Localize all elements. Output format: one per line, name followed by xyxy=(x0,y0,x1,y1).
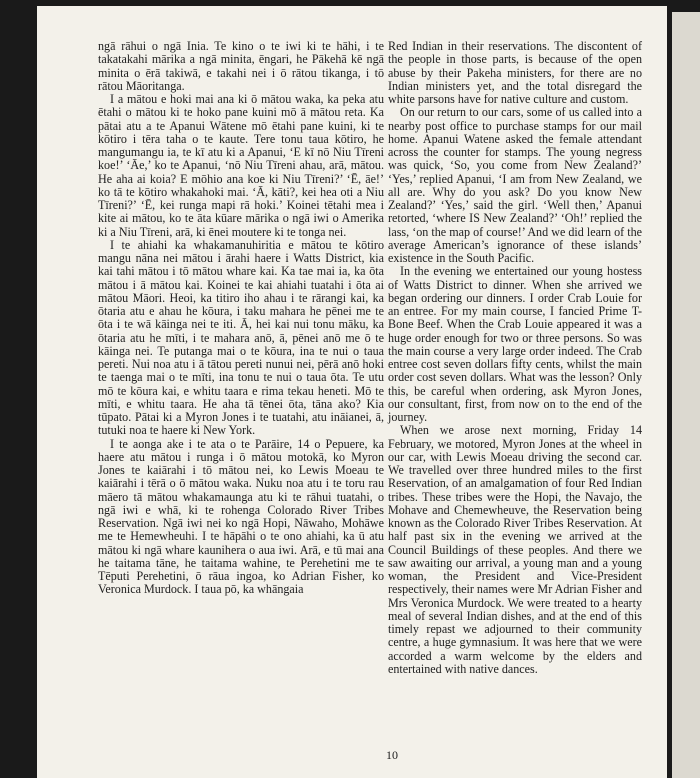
paragraph: ngā rāhui o ngā Inia. Te kino o te iwi ki te hāhi, i te takatakahi mārika a ngā minita, ēngari, he Pākehā kē ngā minita o ērā takiwā, e takahi nei i ō rātou tikanga, i tō rātou Māoritanga. xyxy=(98,39,384,93)
page-number: 10 xyxy=(386,748,398,762)
paragraph: On our return to our cars, some of us called into a nearby post office to purchase stamps for our mail home. Apanui Watene asked the female attendant across the counter for stamps. The young negress was quick, ‘So, you come from New Zealand?’ ‘Yes,’ replied Apanui, ‘I am from New Zealand, we all are. Why do you ask? Do you know New Zealand?’ ‘Yes,’ said the girl. ‘Well then,’ Apanui retorted, ‘where IS New Zealand?’ ‘Oh!’ replied the lass, ‘on the map of course!’ And we did learn of the average American’s ignorance of these islands’ existence in the South Pacific. xyxy=(388,105,642,265)
english-text-column xyxy=(388,40,642,676)
paragraph: I te ahiahi ka whakamanuhiritia e mātou te kōtiro mangu nāna nei mātou i ārahi haere i Watts District, kia kai tahi mātou i tō mātou whare kai. Ka tae mai ia, ka ōta mātou i ā mātou kai. Koinei te kai ahiahi tuatahi i ōta ai mātou Māori. Heoi, ka titiro iho ahau i te rārangi kai, ka ōtaria atu e ahau he kōura, i taku mahara he pēnei me te ōta i te wā kāinga nei te iti. Ā, hei kai nui tonu māku, ka ōtaria atu he mīti, i te mahara anō, ā, pēnei anō me ō te kāinga nei. Te putanga mai o te kōura, ina te nui o taua pereti. Nui noa atu i ā tātou pereti nunui nei, pērā anō hoki te taenga mai o te mīti, ina tonu te nui o taua ōta. Te utu mō te kōura kai, e whitu taara e rima tekau heneti. Mō te mīti, e whitu taara. He aha tā tēnei ōta, tāna ako? Kia tūpato. Pātai ki a Myron Jones i te tuatahi, atu ināianei, ā, tutuki noa te haere ki New York. xyxy=(98,237,384,438)
paragraph: When we arose next morning, Friday 14 February, we motored, Myron Jones at the wheel in our car, with Lewis Moeau driving the second car. We travelled over three hundred miles to the first Reservation, of an amalgamation of four Red Indian tribes. These tribes were the Hopi, the Navajo, the Mohave and Chemewheuve, the Reservation being known as the Colorado River Tribes Reservation. At half past six in the evening we arrived at the Council Buildings of these peoples. And there we saw awaiting our arrival, a young man and a young woman, the President and Vice-President respectively, their names were Mr Adrian Fisher and Mrs Veronica Murdock. We were treated to a hearty meal of several Indian dishes, and at the end of this timely repast we adjourned to their community centre, a huge gymnasium. It was here that we were accorded a warm welcome by the elders and entertained with native dances. xyxy=(388,423,642,676)
paragraph: In the evening we entertained our young hostess of Watts District to dinner. When she arrived we began ordering our dinners. I order Crab Louie for an entree. For my main course, I fancied Prime T-Bone Beef. When the Crab Louie appeared it was a huge order enough for two or three persons. So was the main course a very large order indeed. The Crab entree cost seven dollars fifty cents, whilst the main order cost seven dollars. What was the lesson? Only this, be careful when ordering, ask Myron Jones, our consultant, first, from now on to the end of the journey. xyxy=(388,264,642,424)
adjacent-page-edge xyxy=(672,12,700,778)
paragraph: Red Indian in their reservations. The discontent of the people in those parts, is because of the open abuse by their Pakeha ministers, for there are no Indian ministers yet, and the total disregard the white parsons have for native culture and custom. xyxy=(388,39,642,106)
paragraph: I a mātou e hoki mai ana ki ō mātou waka, ka peka atu ētahi o mātou ki te hoko pane kuini mō ā mātou reta. Ka pātai atu a te Apanui Wātene mō ētahi pane kuini, ki te kōtiro i tēra taha o te kaute. Tere tonu taua kōtiro, he mangumangu ia, te kī atu ki a Apanui, ‘E kī nō Niu Tīreni koe!’ ‘Āe,’ ko te Apanui, ‘nō Niu Tīreni ahau, arā, mātou. He aha ai koia? E mōhio ana koe ki Niu Tīreni?’ ‘Ē, āe!’ ko tā te kōtiro whakahoki mai. ‘Ā, kāti?, kei hea oti a Niu Tīreni?’ ‘Ē, kei runga mapi rā hoki.’ Koinei tētahi mea i kite ai mātou, ko te āta kūare mārika o ngā iwi o Amerika ki a Niu Tīreni, arā, ki ēnei moutere ki te tonga nei. xyxy=(98,92,384,239)
paragraph: I te aonga ake i te ata o te Parāire, 14 o Pepuere, ka haere atu mātou i runga i ō mātou motokā, ko Myron Jones te kaiārahi i tō mātou nei, ko Lewis Moeau te kaiārahi i tērā o ō mātou waka. Nuku noa atu i te toru rau māero tā mātou whakamaunga atu ki te rāhui tuatahi, o ngā iwi e whā, ki te rohenga Colorado River Tribes Reservation. Ngā iwi nei ko ngā Hopi, Nāwaho, Mohāwe me te Hemewheuhi. I te hāpāhi o te ono ahiahi, ka ū atu mātou ki ngā whare kaunihera o aua iwi. Arā, e tū mai ana he taitama tāne, he taitama wahine, te Perehetini me te Tēputi Perehetini, ō rāua ingoa, ko Adrian Fisher, ko Veronica Murdock. I taua pō, ka whāngaia xyxy=(98,436,384,597)
maori-text-column xyxy=(98,40,384,597)
